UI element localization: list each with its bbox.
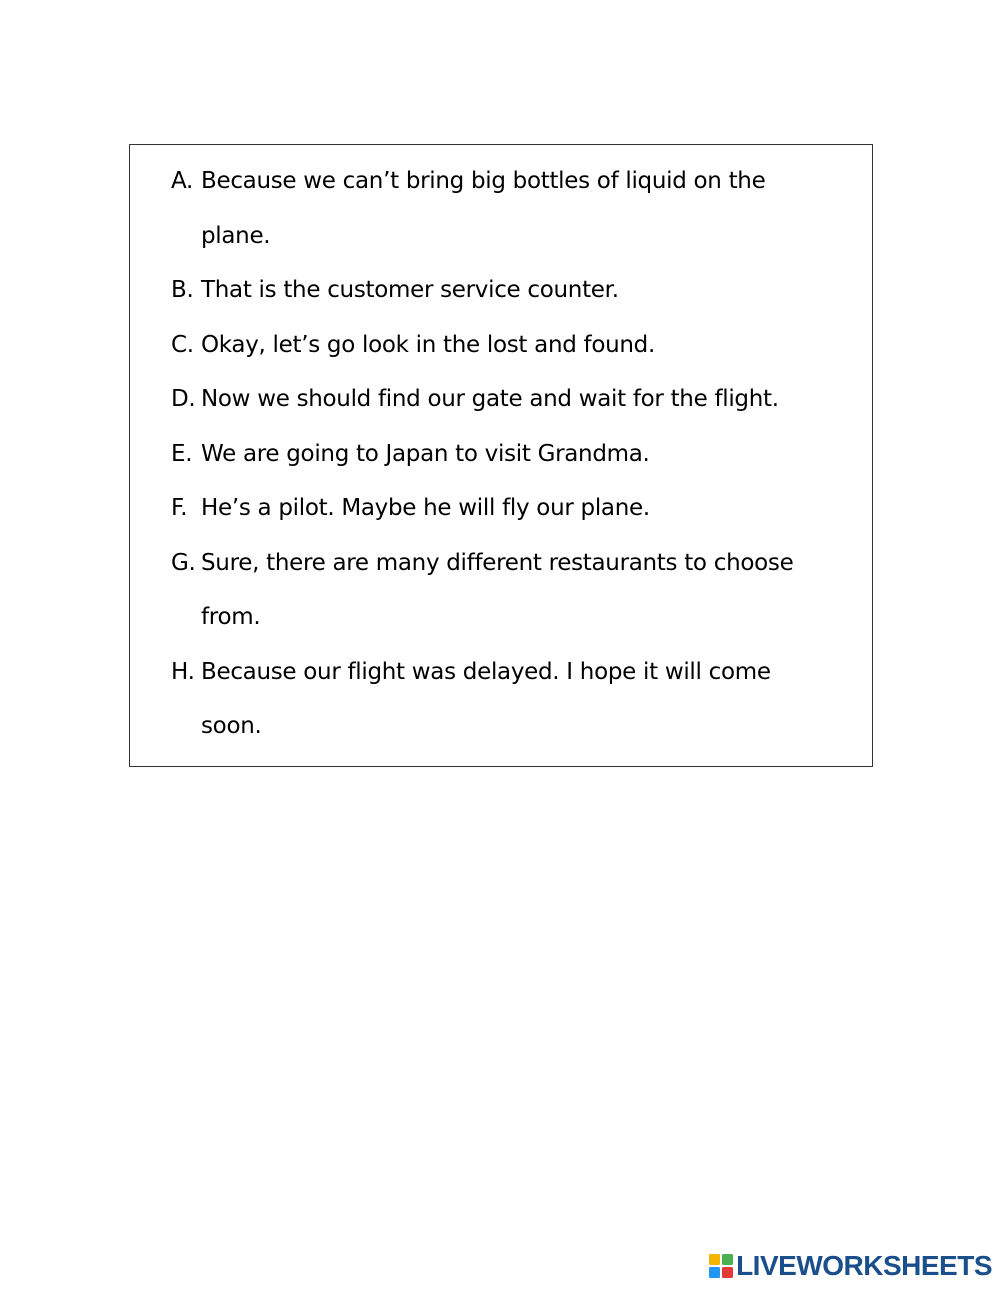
answer-text: Sure, there are many different restaurants to choose from. <box>201 549 794 630</box>
answer-list <box>171 154 871 754</box>
brand-text: LIVEWORKSHEETS <box>736 1250 992 1281</box>
answer-item-b <box>171 263 871 318</box>
answer-letter: A. <box>171 168 194 194</box>
answer-item-c <box>171 318 871 373</box>
answer-text: Because we can’t bring big bottles of liquid on the plane. <box>201 168 766 249</box>
liveworksheets-brand <box>709 1249 992 1283</box>
answer-item-d <box>171 372 871 427</box>
answer-letter: E. <box>171 440 193 467</box>
answer-text: He’s a pilot. Maybe he will fly our plane. <box>201 495 650 521</box>
answer-text: That is the customer service counter. <box>201 277 619 303</box>
answer-item-h <box>171 645 871 754</box>
answer-letter: H. <box>171 658 195 685</box>
answer-text: Because our flight was delayed. I hope it will come soon. <box>201 658 771 739</box>
answer-item-g <box>171 536 871 645</box>
answer-box <box>129 144 873 767</box>
liveworksheets-logo-icon <box>709 1254 733 1278</box>
answer-item-f <box>171 481 871 536</box>
answer-letter: C. <box>171 331 194 358</box>
answer-text: Okay, let’s go look in the lost and found. <box>201 331 655 358</box>
answer-letter: G. <box>171 549 196 576</box>
answer-letter: D. <box>171 386 196 412</box>
answer-text: We are going to Japan to visit Grandma. <box>201 440 650 467</box>
answer-letter: F. <box>171 495 188 521</box>
answer-item-a <box>171 154 871 263</box>
answer-item-e <box>171 427 871 482</box>
answer-letter: B. <box>171 277 194 303</box>
answer-text: Now we should find our gate and wait for the flight. <box>201 386 779 412</box>
